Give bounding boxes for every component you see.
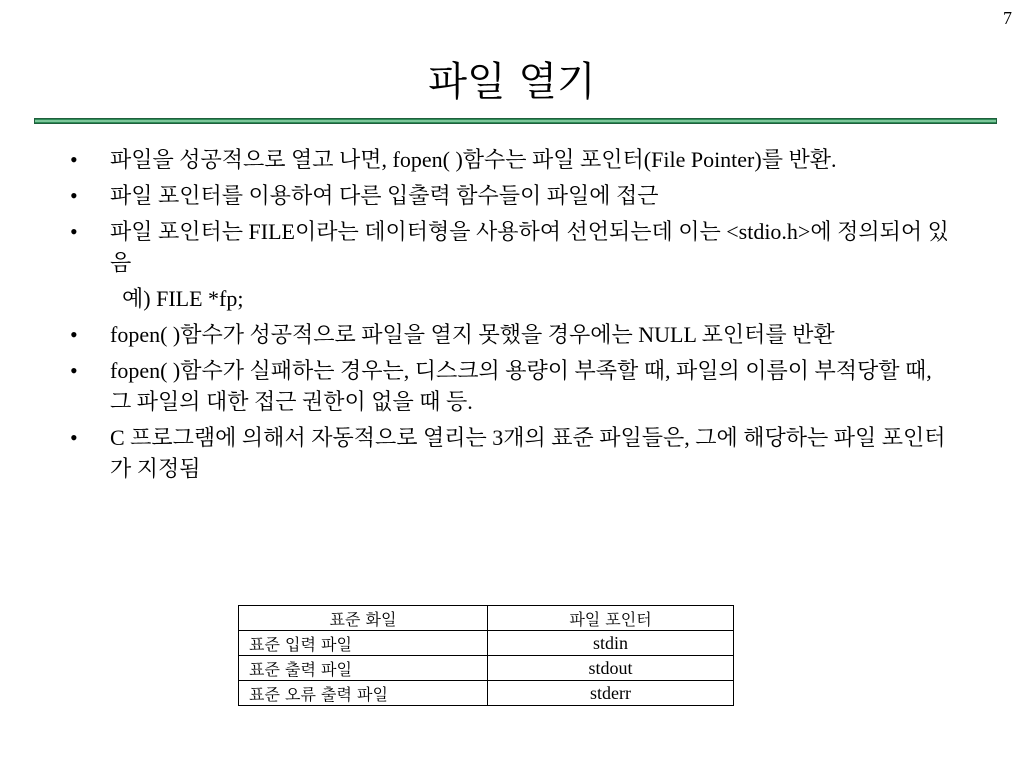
table-header-cell: 표준 화일	[239, 606, 488, 631]
bullet-text: 파일 포인터를 이용하여 다른 입출력 함수들이 파일에 접근	[110, 183, 659, 208]
standard-file-table	[238, 605, 734, 706]
table-cell: stderr	[488, 681, 734, 706]
bullet-item	[70, 422, 950, 484]
table-header-row	[239, 606, 734, 631]
table-header-cell: 파일 포인터	[488, 606, 734, 631]
bullet-text: 파일을 성공적으로 열고 나면, fopen( )함수는 파일 포인터(File Pointer)를 반환.	[110, 147, 837, 172]
table-cell: 표준 입력 파일	[239, 631, 488, 656]
bullet-item	[70, 216, 950, 278]
table-cell: 표준 출력 파일	[239, 656, 488, 681]
bullet-list	[70, 144, 950, 489]
title-divider	[34, 118, 997, 124]
bullet-item	[70, 180, 950, 211]
slide-title: 파일 열기	[428, 59, 596, 105]
bullet-item	[70, 144, 950, 175]
example-text: 예) FILE *fp;	[122, 286, 244, 311]
bullet-text: C 프로그램에 의해서 자동적으로 열리는 3개의 표준 파일들은, 그에 해당하는 파일 포인터가 지정됨	[110, 425, 946, 481]
bullet-text: fopen( )함수가 성공적으로 파일을 열지 못했을 경우에는 NULL 포인터를 반환	[110, 322, 835, 347]
bullet-item	[70, 355, 950, 417]
bullet-item	[70, 319, 950, 350]
page-number: 7	[1003, 8, 1012, 28]
example-line	[70, 283, 950, 314]
table-cell: 표준 오류 출력 파일	[239, 681, 488, 706]
bullet-text: fopen( )함수가 실패하는 경우는, 디스크의 용량이 부족할 때, 파일의 이름이 부적당할 때, 그 파일의 대한 접근 권한이 없을 때 등.	[110, 358, 932, 414]
bullet-text: 파일 포인터는 FILE이라는 데이터형을 사용하여 선언되는데 이는 <stdio.h>에 정의되어 있음	[110, 219, 949, 275]
table-row	[239, 681, 734, 706]
table-row	[239, 631, 734, 656]
table-cell: stdout	[488, 656, 734, 681]
table-row	[239, 656, 734, 681]
table-cell: stdin	[488, 631, 734, 656]
